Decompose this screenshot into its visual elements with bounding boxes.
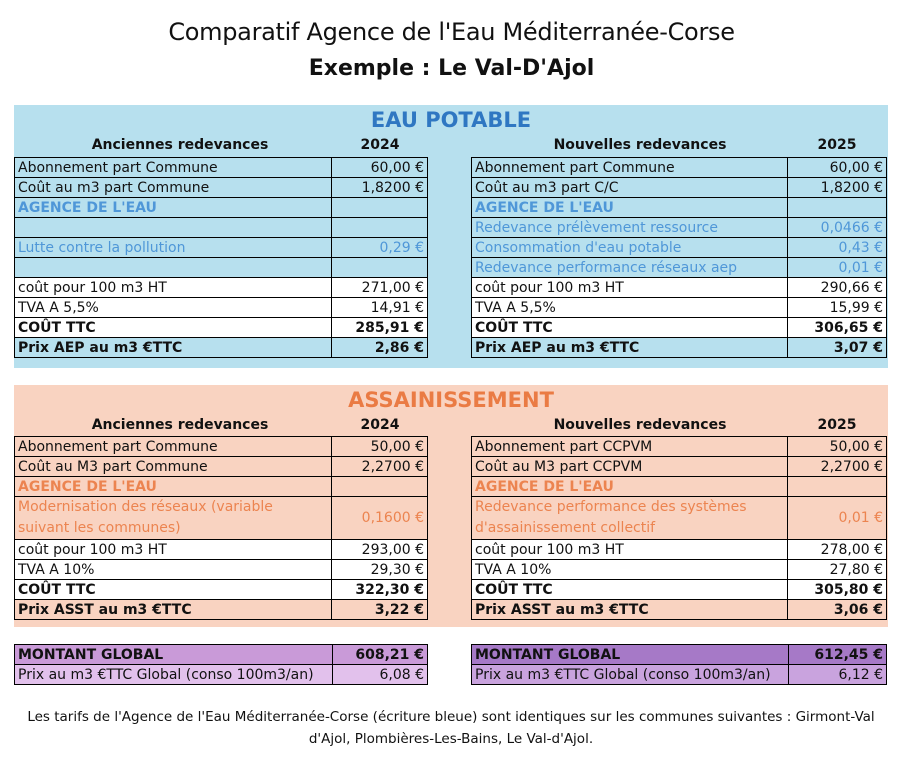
table-row bbox=[472, 600, 887, 620]
row-label bbox=[15, 258, 332, 278]
table-row bbox=[15, 158, 428, 178]
row-label: Abonnement part Commune bbox=[15, 158, 332, 178]
global-left-montant-label: MONTANT GLOBAL bbox=[15, 645, 333, 665]
row-label: coût pour 100 m3 HT bbox=[472, 278, 788, 298]
table-row bbox=[15, 497, 428, 540]
row-value: 3,22 € bbox=[332, 600, 428, 620]
ass-left-header-label: Anciennes redevances bbox=[91, 417, 269, 433]
table-row bbox=[15, 318, 428, 338]
row-label: AGENCE DE L'EAU bbox=[15, 198, 332, 218]
row-label: AGENCE DE L'EAU bbox=[472, 477, 788, 497]
table-row bbox=[15, 580, 428, 600]
row-label: COÛT TTC bbox=[472, 318, 788, 338]
table-row bbox=[472, 338, 887, 358]
row-label: Coût au m3 part Commune bbox=[15, 178, 332, 198]
row-value bbox=[332, 258, 428, 278]
global-right-table bbox=[471, 644, 887, 685]
row-value: 3,07 € bbox=[788, 338, 887, 358]
row-value: 15,99 € bbox=[788, 298, 887, 318]
row-value bbox=[332, 477, 428, 497]
table-row bbox=[472, 218, 887, 238]
row-label: Consommation d'eau potable bbox=[472, 238, 788, 258]
table-row bbox=[472, 540, 887, 560]
row-value: 0,01 € bbox=[788, 497, 887, 540]
row-value: 0,01 € bbox=[788, 258, 887, 278]
row-value: 50,00 € bbox=[788, 437, 887, 457]
table-row bbox=[472, 560, 887, 580]
table-row bbox=[15, 178, 428, 198]
row-label: Prix ASST au m3 €TTC bbox=[472, 600, 788, 620]
row-label bbox=[15, 218, 332, 238]
table-row bbox=[472, 457, 887, 477]
table-row bbox=[15, 437, 428, 457]
table-row bbox=[472, 238, 887, 258]
row-value: 271,00 € bbox=[332, 278, 428, 298]
ass-left-header-year: 2024 bbox=[360, 417, 400, 433]
table-row bbox=[472, 580, 887, 600]
row-label: Coût au M3 part CCPVM bbox=[472, 457, 788, 477]
table-row bbox=[472, 198, 887, 218]
row-label: TVA A 5,5% bbox=[15, 298, 332, 318]
eau-potable-title: EAU POTABLE bbox=[370, 108, 532, 132]
row-label: AGENCE DE L'EAU bbox=[15, 477, 332, 497]
row-label: TVA A 10% bbox=[472, 560, 788, 580]
global-left-prix-label: Prix au m3 €TTC Global (conso 100m3/an) bbox=[15, 665, 333, 685]
page-title: Comparatif Agence de l'Eau Méditerranée-Corse bbox=[168, 18, 735, 46]
row-value: 2,86 € bbox=[332, 338, 428, 358]
page-subtitle: Exemple : Le Val-D'Ajol bbox=[308, 56, 595, 81]
row-value: 306,65 € bbox=[788, 318, 887, 338]
table-row bbox=[472, 258, 887, 278]
row-value: 2,2700 € bbox=[332, 457, 428, 477]
table-row bbox=[15, 238, 428, 258]
global-left-montant-value: 608,21 € bbox=[332, 645, 427, 665]
row-label: COÛT TTC bbox=[472, 580, 788, 600]
global-left-prix-row bbox=[15, 665, 428, 685]
table-row bbox=[472, 158, 887, 178]
row-label: coût pour 100 m3 HT bbox=[15, 540, 332, 560]
assainissement-title: ASSAINISSEMENT bbox=[348, 388, 554, 412]
row-value bbox=[332, 218, 428, 238]
table-row bbox=[472, 437, 887, 457]
row-value: 322,30 € bbox=[332, 580, 428, 600]
table-row bbox=[15, 258, 428, 278]
table-row bbox=[472, 477, 887, 497]
row-value: 2,2700 € bbox=[788, 457, 887, 477]
table-row bbox=[472, 298, 887, 318]
ass-right-table bbox=[471, 436, 887, 620]
table-row bbox=[15, 600, 428, 620]
table-row bbox=[472, 278, 887, 298]
row-value: 60,00 € bbox=[788, 158, 887, 178]
row-value: 1,8200 € bbox=[788, 178, 887, 198]
global-right-prix-label: Prix au m3 €TTC Global (conso 100m3/an) bbox=[472, 665, 789, 685]
row-value: 3,06 € bbox=[788, 600, 887, 620]
table-row bbox=[15, 198, 428, 218]
row-label: Modernisation des réseaux (variable suivant les communes) bbox=[15, 497, 332, 540]
row-value: 305,80 € bbox=[788, 580, 887, 600]
row-label: TVA A 10% bbox=[15, 560, 332, 580]
row-label: Abonnement part Commune bbox=[15, 437, 332, 457]
ass-right-header-year: 2025 bbox=[817, 417, 857, 433]
row-label: Prix AEP au m3 €TTC bbox=[472, 338, 788, 358]
table-row bbox=[15, 338, 428, 358]
row-value: 290,66 € bbox=[788, 278, 887, 298]
footer-note: Les tarifs de l'Agence de l'Eau Méditerranée-Corse (écriture bleue) sont identiques sur les communes suivantes : Girmont-Val d'Ajol, Plombières-Les-Bains, Le Val-d'Ajol. bbox=[27, 709, 875, 747]
row-label: COÛT TTC bbox=[15, 318, 332, 338]
row-value: 29,30 € bbox=[332, 560, 428, 580]
global-left-table bbox=[14, 644, 428, 685]
row-label: Lutte contre la pollution bbox=[15, 238, 332, 258]
row-label: TVA A 5,5% bbox=[472, 298, 788, 318]
ass-left-table bbox=[14, 436, 428, 620]
eau-right-table bbox=[471, 157, 887, 358]
table-row bbox=[472, 318, 887, 338]
eau-left-header-year: 2024 bbox=[360, 137, 400, 153]
eau-right-header-year: 2025 bbox=[817, 137, 857, 153]
global-right-montant-label: MONTANT GLOBAL bbox=[472, 645, 789, 665]
row-label: Prix ASST au m3 €TTC bbox=[15, 600, 332, 620]
global-left-montant-row bbox=[15, 645, 428, 665]
row-label: coût pour 100 m3 HT bbox=[472, 540, 788, 560]
table-row bbox=[15, 457, 428, 477]
table-row bbox=[15, 278, 428, 298]
row-label: Coût au M3 part Commune bbox=[15, 457, 332, 477]
row-value bbox=[332, 198, 428, 218]
row-label: Redevance performance des systèmes d'assainissement collectif bbox=[472, 497, 788, 540]
global-right-montant-row bbox=[472, 645, 887, 665]
eau-left-header-label: Anciennes redevances bbox=[91, 137, 269, 153]
eau-right-header-label: Nouvelles redevances bbox=[553, 137, 727, 153]
table-row bbox=[15, 477, 428, 497]
row-label: Redevance prélèvement ressource bbox=[472, 218, 788, 238]
table-row bbox=[472, 497, 887, 540]
row-value: 293,00 € bbox=[332, 540, 428, 560]
table-row bbox=[472, 178, 887, 198]
row-value: 1,8200 € bbox=[332, 178, 428, 198]
row-value bbox=[788, 477, 887, 497]
row-label: Coût au m3 part C/C bbox=[472, 178, 788, 198]
table-row bbox=[15, 218, 428, 238]
row-label: Prix AEP au m3 €TTC bbox=[15, 338, 332, 358]
row-value bbox=[788, 198, 887, 218]
row-label: Redevance performance réseaux aep bbox=[472, 258, 788, 278]
global-right-prix-row bbox=[472, 665, 887, 685]
eau-left-table bbox=[14, 157, 428, 358]
row-value: 27,80 € bbox=[788, 560, 887, 580]
ass-right-header-label: Nouvelles redevances bbox=[553, 417, 727, 433]
row-label: Abonnement part CCPVM bbox=[472, 437, 788, 457]
table-row bbox=[15, 540, 428, 560]
row-value: 0,1600 € bbox=[332, 497, 428, 540]
row-label: coût pour 100 m3 HT bbox=[15, 278, 332, 298]
row-value: 14,91 € bbox=[332, 298, 428, 318]
row-value: 0,43 € bbox=[788, 238, 887, 258]
row-value: 278,00 € bbox=[788, 540, 887, 560]
global-right-montant-value: 612,45 € bbox=[788, 645, 886, 665]
table-row bbox=[15, 560, 428, 580]
global-left-prix-value: 6,08 € bbox=[332, 665, 427, 685]
row-label: AGENCE DE L'EAU bbox=[472, 198, 788, 218]
row-value: 285,91 € bbox=[332, 318, 428, 338]
table-row bbox=[15, 298, 428, 318]
row-label: Abonnement part Commune bbox=[472, 158, 788, 178]
row-value: 60,00 € bbox=[332, 158, 428, 178]
row-value: 0,29 € bbox=[332, 238, 428, 258]
global-right-prix-value: 6,12 € bbox=[788, 665, 886, 685]
row-label: COÛT TTC bbox=[15, 580, 332, 600]
row-value: 50,00 € bbox=[332, 437, 428, 457]
row-value: 0,0466 € bbox=[788, 218, 887, 238]
